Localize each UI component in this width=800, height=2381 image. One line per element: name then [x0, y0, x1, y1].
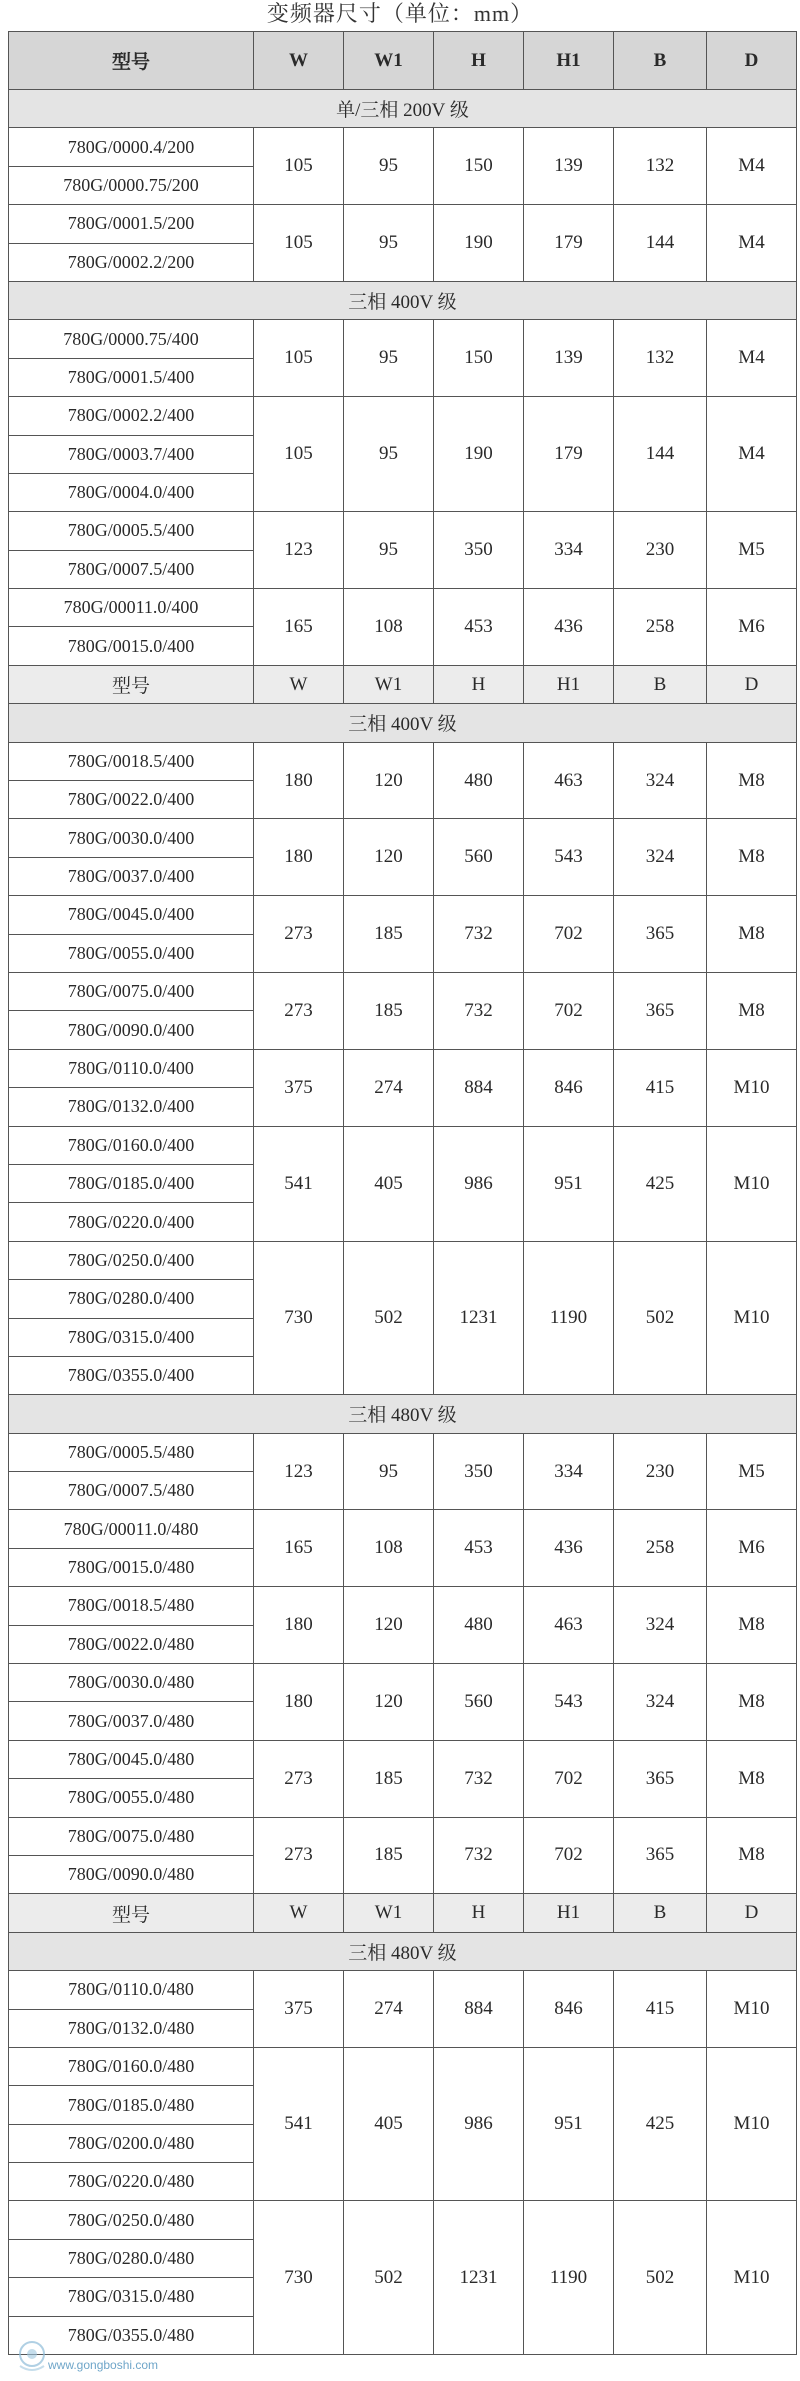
dimension-value: 951 — [524, 1126, 614, 1241]
model-cell: 780G/0185.0/480 — [9, 2086, 254, 2124]
table-row — [9, 397, 797, 435]
dimension-value: 986 — [434, 1126, 524, 1241]
table-row — [9, 742, 797, 780]
model-cell: 780G/0160.0/480 — [9, 2047, 254, 2085]
model-cell: 780G/0250.0/480 — [9, 2201, 254, 2239]
dimension-value: 732 — [434, 1817, 524, 1894]
model-cell: 780G/00011.0/400 — [9, 589, 254, 627]
dimension-value: 405 — [344, 1126, 434, 1241]
dimension-value: 425 — [614, 2047, 707, 2201]
section-row — [9, 281, 797, 319]
model-cell: 780G/0030.0/400 — [9, 819, 254, 857]
table-row — [9, 1049, 797, 1087]
model-cell: 780G/0315.0/400 — [9, 1318, 254, 1356]
dimension-value: 334 — [524, 1433, 614, 1510]
dimension-value: 543 — [524, 819, 614, 896]
column-header: W1 — [344, 665, 434, 703]
model-cell: 780G/0200.0/480 — [9, 2124, 254, 2162]
model-cell: 780G/0250.0/400 — [9, 1241, 254, 1279]
dimension-value: 190 — [434, 397, 524, 512]
dimension-value: 324 — [614, 819, 707, 896]
dimension-value: 324 — [614, 1664, 707, 1741]
dimension-value: 185 — [344, 1740, 434, 1817]
dimension-value: 543 — [524, 1664, 614, 1741]
dimension-value: 425 — [614, 1126, 707, 1241]
dimension-value: M8 — [707, 1740, 797, 1817]
dimension-value: 95 — [344, 397, 434, 512]
dimension-value: 180 — [254, 1587, 344, 1664]
dimension-value: M5 — [707, 512, 797, 589]
model-cell: 780G/0075.0/480 — [9, 1817, 254, 1855]
table-row — [9, 1510, 797, 1548]
dimension-value: 1231 — [434, 1241, 524, 1395]
dimension-value: 273 — [254, 1740, 344, 1817]
dimension-value: 120 — [344, 1664, 434, 1741]
model-cell: 780G/0000.75/200 — [9, 166, 254, 204]
dimension-value: 375 — [254, 1971, 344, 2048]
column-header: D — [707, 665, 797, 703]
column-header: W1 — [344, 32, 434, 90]
column-header: H — [434, 32, 524, 90]
section-label: 三相 400V 级 — [9, 704, 797, 742]
dimension-value: 365 — [614, 896, 707, 973]
dimension-value: M10 — [707, 1971, 797, 2048]
dimension-value: 1231 — [434, 2201, 524, 2355]
dimension-value: 274 — [344, 1049, 434, 1126]
model-cell: 780G/0280.0/480 — [9, 2239, 254, 2277]
dimension-value: 1190 — [524, 2201, 614, 2355]
model-cell: 780G/0045.0/480 — [9, 1740, 254, 1778]
table-header-row — [9, 32, 797, 90]
dimension-value: 150 — [434, 128, 524, 205]
dimension-value: 480 — [434, 1587, 524, 1664]
model-cell: 780G/0132.0/400 — [9, 1088, 254, 1126]
model-cell: 780G/0075.0/400 — [9, 972, 254, 1010]
dimension-value: 123 — [254, 1433, 344, 1510]
dimension-value: M4 — [707, 397, 797, 512]
model-cell: 780G/0004.0/400 — [9, 473, 254, 511]
table-row — [9, 589, 797, 627]
dimension-value: 730 — [254, 2201, 344, 2355]
column-header: W1 — [344, 1894, 434, 1932]
dimension-value: 139 — [524, 320, 614, 397]
dimension-value: 179 — [524, 205, 614, 282]
table-row — [9, 972, 797, 1010]
dimension-value: M4 — [707, 128, 797, 205]
column-header: W — [254, 665, 344, 703]
dimension-value: 702 — [524, 1740, 614, 1817]
repeated-header-row — [9, 665, 797, 703]
model-cell: 780G/00011.0/480 — [9, 1510, 254, 1548]
dimension-value: 436 — [524, 589, 614, 666]
dimension-value: M10 — [707, 1049, 797, 1126]
dimension-value: 144 — [614, 397, 707, 512]
dimension-value: 105 — [254, 397, 344, 512]
dimension-value: M8 — [707, 896, 797, 973]
dimension-value: 95 — [344, 205, 434, 282]
model-cell: 780G/0220.0/400 — [9, 1203, 254, 1241]
dimension-value: 480 — [434, 742, 524, 819]
table-row — [9, 896, 797, 934]
column-header: H — [434, 1894, 524, 1932]
model-cell: 780G/0018.5/400 — [9, 742, 254, 780]
dimension-value: 273 — [254, 1817, 344, 1894]
dimension-value: 732 — [434, 1740, 524, 1817]
dimension-value: M8 — [707, 972, 797, 1049]
model-cell: 780G/0002.2/400 — [9, 397, 254, 435]
model-cell: 780G/0015.0/400 — [9, 627, 254, 665]
dimension-value: 986 — [434, 2047, 524, 2201]
dimension-value: 273 — [254, 896, 344, 973]
column-header: 型号 — [9, 1894, 254, 1932]
dimension-value: M8 — [707, 819, 797, 896]
dimension-value: M4 — [707, 320, 797, 397]
dimension-value: 350 — [434, 512, 524, 589]
model-cell: 780G/0090.0/400 — [9, 1011, 254, 1049]
model-cell: 780G/0185.0/400 — [9, 1164, 254, 1202]
dimension-value: 405 — [344, 2047, 434, 2201]
dimension-value: M4 — [707, 205, 797, 282]
column-header: B — [614, 32, 707, 90]
model-cell: 780G/0000.75/400 — [9, 320, 254, 358]
dimension-value: 324 — [614, 1587, 707, 1664]
section-row — [9, 704, 797, 742]
dimension-value: 375 — [254, 1049, 344, 1126]
column-header: H1 — [524, 32, 614, 90]
model-cell: 780G/0000.4/200 — [9, 128, 254, 166]
model-cell: 780G/0090.0/480 — [9, 1855, 254, 1893]
model-cell: 780G/0045.0/400 — [9, 896, 254, 934]
dimension-value: 180 — [254, 742, 344, 819]
column-header: H1 — [524, 1894, 614, 1932]
table-row — [9, 1126, 797, 1164]
model-cell: 780G/0037.0/480 — [9, 1702, 254, 1740]
model-cell: 780G/0355.0/400 — [9, 1356, 254, 1394]
dimension-value: 560 — [434, 1664, 524, 1741]
dimension-value: M8 — [707, 1587, 797, 1664]
dimension-value: 453 — [434, 589, 524, 666]
dimension-value: M10 — [707, 1126, 797, 1241]
dimension-value: 732 — [434, 972, 524, 1049]
dimension-value: 702 — [524, 972, 614, 1049]
column-header: 型号 — [9, 665, 254, 703]
dimension-value: 258 — [614, 1510, 707, 1587]
dimension-value: 179 — [524, 397, 614, 512]
dimension-value: 95 — [344, 128, 434, 205]
dimension-value: 730 — [254, 1241, 344, 1395]
dimension-value: 185 — [344, 1817, 434, 1894]
dimension-value: 95 — [344, 512, 434, 589]
section-label: 三相 400V 级 — [9, 281, 797, 319]
dimension-value: 846 — [524, 1049, 614, 1126]
model-cell: 780G/0355.0/480 — [9, 2316, 254, 2354]
dimension-value: 365 — [614, 1740, 707, 1817]
section-label: 三相 480V 级 — [9, 1395, 797, 1433]
dimension-value: 502 — [344, 2201, 434, 2355]
dimension-value: 258 — [614, 589, 707, 666]
dimension-value: 365 — [614, 1817, 707, 1894]
dimension-value: 132 — [614, 128, 707, 205]
dimension-value: 463 — [524, 742, 614, 819]
model-cell: 780G/0160.0/400 — [9, 1126, 254, 1164]
table-row — [9, 2201, 797, 2239]
dimension-value: 180 — [254, 819, 344, 896]
dimension-value: 463 — [524, 1587, 614, 1664]
dimension-value: 350 — [434, 1433, 524, 1510]
table-row — [9, 128, 797, 166]
table-row — [9, 512, 797, 550]
dimension-value: 502 — [614, 2201, 707, 2355]
model-cell: 780G/0001.5/400 — [9, 358, 254, 396]
dimension-value: 502 — [614, 1241, 707, 1395]
dimension-value: 502 — [344, 1241, 434, 1395]
dimension-value: 185 — [344, 896, 434, 973]
column-header: 型号 — [9, 32, 254, 90]
column-header: H — [434, 665, 524, 703]
dimension-value: M6 — [707, 589, 797, 666]
model-cell: 780G/0110.0/480 — [9, 1971, 254, 2009]
dimension-value: 702 — [524, 1817, 614, 1894]
dimension-value: M6 — [707, 1510, 797, 1587]
model-cell: 780G/0007.5/480 — [9, 1472, 254, 1510]
dimension-value: M8 — [707, 1664, 797, 1741]
model-cell: 780G/0018.5/480 — [9, 1587, 254, 1625]
dimension-value: 415 — [614, 1971, 707, 2048]
section-label: 单/三相 200V 级 — [9, 90, 797, 128]
table-row — [9, 1433, 797, 1471]
dimension-value: 732 — [434, 896, 524, 973]
dimension-value: 190 — [434, 205, 524, 282]
model-cell: 780G/0055.0/400 — [9, 934, 254, 972]
table-row — [9, 1971, 797, 2009]
table-row — [9, 1817, 797, 1855]
column-header: B — [614, 1894, 707, 1932]
dimension-value: 139 — [524, 128, 614, 205]
dimension-value: 144 — [614, 205, 707, 282]
page-title: 变频器尺寸（单位：mm） — [266, 1, 534, 26]
dimension-value: 274 — [344, 1971, 434, 2048]
dimension-value: M10 — [707, 2201, 797, 2355]
model-cell: 780G/0022.0/400 — [9, 781, 254, 819]
dimension-value: 108 — [344, 589, 434, 666]
dimension-value: 415 — [614, 1049, 707, 1126]
table-row — [9, 2047, 797, 2085]
dimension-table — [8, 31, 797, 2355]
dimension-value: 95 — [344, 320, 434, 397]
model-cell: 780G/0132.0/480 — [9, 2009, 254, 2047]
model-cell: 780G/0055.0/480 — [9, 1779, 254, 1817]
dimension-value: 560 — [434, 819, 524, 896]
dimension-value: 951 — [524, 2047, 614, 2201]
table-row — [9, 320, 797, 358]
model-cell: 780G/0022.0/480 — [9, 1625, 254, 1663]
table-row — [9, 1241, 797, 1279]
model-cell: 780G/0007.5/400 — [9, 550, 254, 588]
model-cell: 780G/0005.5/480 — [9, 1433, 254, 1471]
dimension-value: M8 — [707, 742, 797, 819]
dimension-value: 453 — [434, 1510, 524, 1587]
model-cell: 780G/0280.0/400 — [9, 1280, 254, 1318]
model-cell: 780G/0037.0/400 — [9, 857, 254, 895]
dimension-value: 105 — [254, 320, 344, 397]
model-cell: 780G/0030.0/480 — [9, 1664, 254, 1702]
column-header: D — [707, 32, 797, 90]
dimension-value: 541 — [254, 2047, 344, 2201]
section-row — [9, 90, 797, 128]
dimension-value: M10 — [707, 1241, 797, 1395]
dimension-value: 702 — [524, 896, 614, 973]
model-cell: 780G/0015.0/480 — [9, 1548, 254, 1586]
repeated-header-row — [9, 1894, 797, 1932]
model-cell: 780G/0003.7/400 — [9, 435, 254, 473]
dimension-value: 132 — [614, 320, 707, 397]
dimension-value: 120 — [344, 819, 434, 896]
column-header: B — [614, 665, 707, 703]
model-cell: 780G/0220.0/480 — [9, 2163, 254, 2201]
dimension-value: 150 — [434, 320, 524, 397]
table-row — [9, 1664, 797, 1702]
dimension-value: 846 — [524, 1971, 614, 2048]
section-label: 三相 480V 级 — [9, 1932, 797, 1970]
table-row — [9, 1740, 797, 1778]
model-cell: 780G/0110.0/400 — [9, 1049, 254, 1087]
dimension-value: 230 — [614, 512, 707, 589]
dimension-value: 230 — [614, 1433, 707, 1510]
dimension-value: 884 — [434, 1971, 524, 2048]
model-cell: 780G/0315.0/480 — [9, 2278, 254, 2316]
dimension-value: 541 — [254, 1126, 344, 1241]
dimension-value: 165 — [254, 1510, 344, 1587]
dimension-value: 105 — [254, 128, 344, 205]
table-row — [9, 1587, 797, 1625]
section-row — [9, 1932, 797, 1970]
dimension-value: 108 — [344, 1510, 434, 1587]
dimension-value: 324 — [614, 742, 707, 819]
column-header: H1 — [524, 665, 614, 703]
dimension-value: 120 — [344, 742, 434, 819]
column-header: W — [254, 1894, 344, 1932]
table-row — [9, 819, 797, 857]
column-header: W — [254, 32, 344, 90]
dimension-value: 436 — [524, 1510, 614, 1587]
dimension-value: 884 — [434, 1049, 524, 1126]
table-row — [9, 205, 797, 243]
dimension-value: 185 — [344, 972, 434, 1049]
dimension-value: M10 — [707, 2047, 797, 2201]
dimension-value: 123 — [254, 512, 344, 589]
dimension-value: 273 — [254, 972, 344, 1049]
dimension-value: 1190 — [524, 1241, 614, 1395]
model-cell: 780G/0002.2/200 — [9, 243, 254, 281]
dimension-value: 165 — [254, 589, 344, 666]
dimension-value: 334 — [524, 512, 614, 589]
dimension-value: M8 — [707, 1817, 797, 1894]
dimension-value: 365 — [614, 972, 707, 1049]
dimension-value: 95 — [344, 1433, 434, 1510]
dimension-value: 120 — [344, 1587, 434, 1664]
watermark-text: www.gongboshi.com — [48, 2358, 159, 2372]
dimension-value: 180 — [254, 1664, 344, 1741]
model-cell: 780G/0005.5/400 — [9, 512, 254, 550]
dimension-value: 105 — [254, 205, 344, 282]
model-cell: 780G/0001.5/200 — [9, 205, 254, 243]
section-row — [9, 1395, 797, 1433]
dimension-value: M5 — [707, 1433, 797, 1510]
column-header: D — [707, 1894, 797, 1932]
